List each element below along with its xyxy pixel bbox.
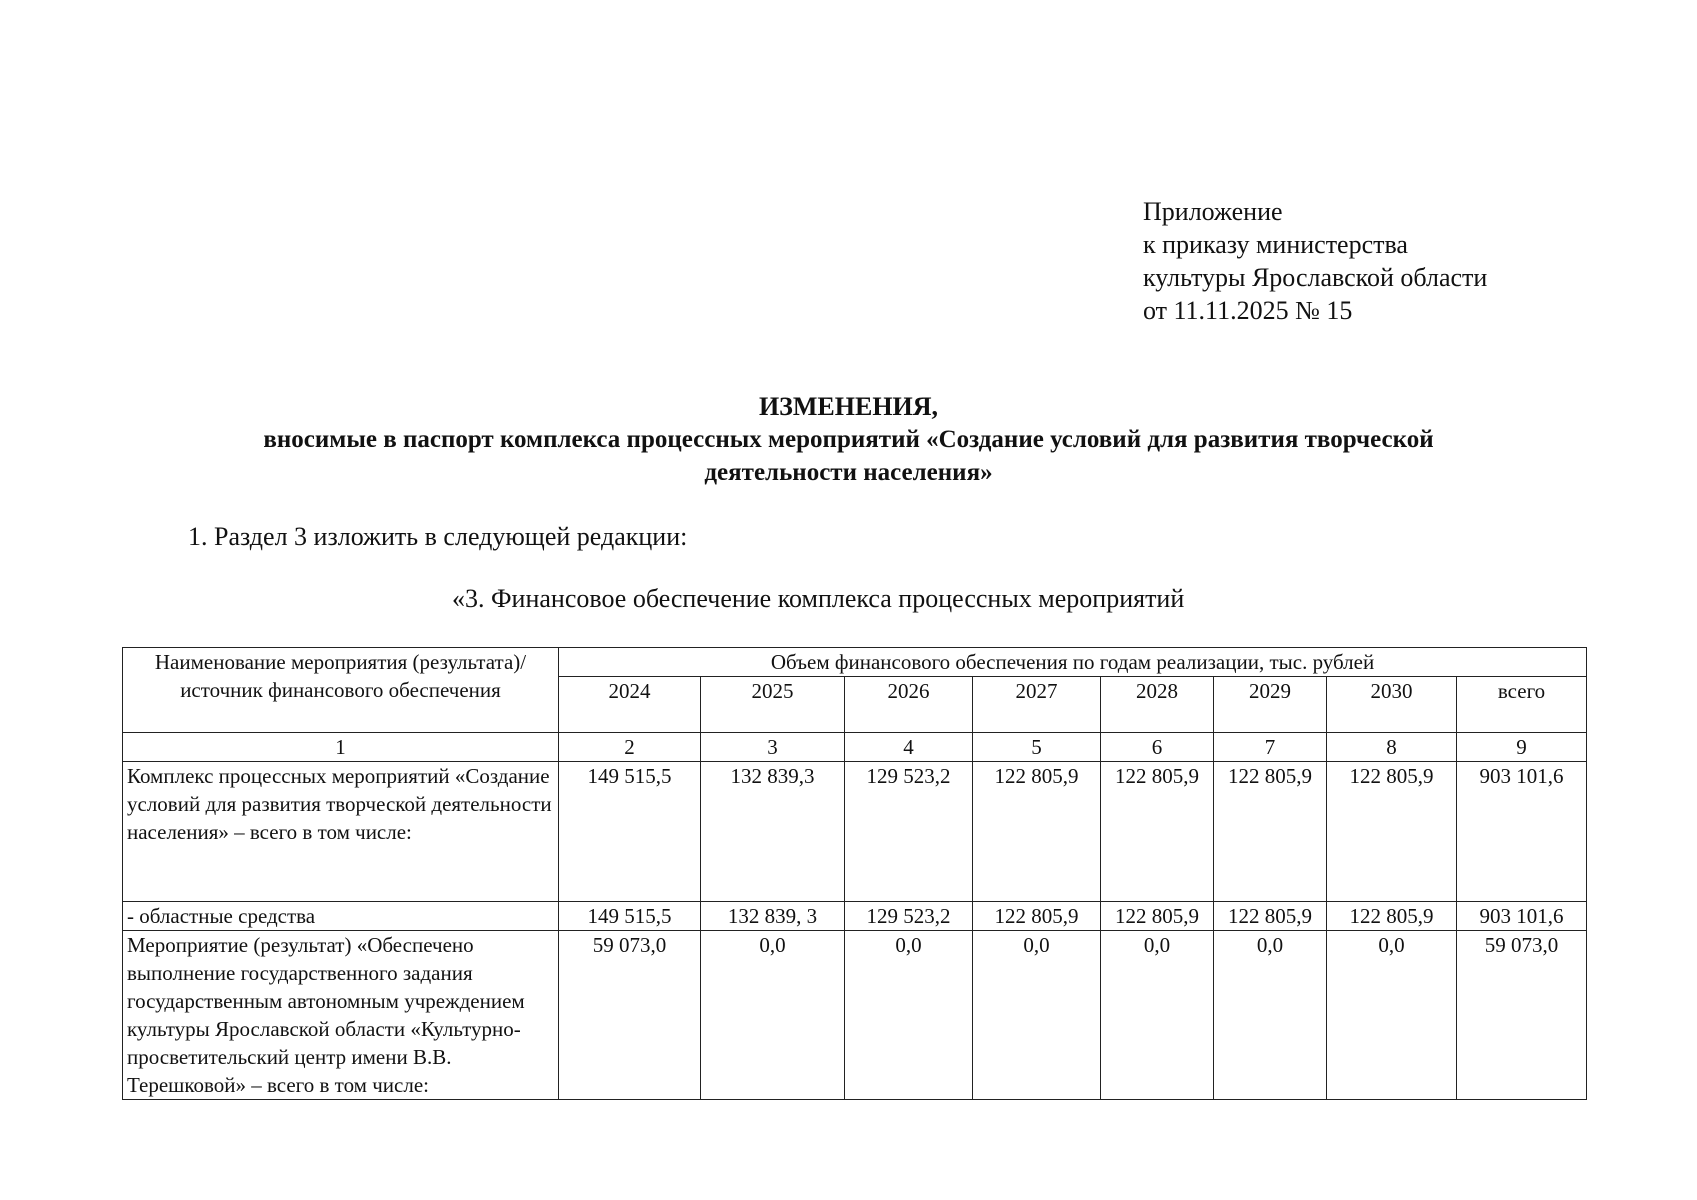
- value-cell: 122 805,9: [973, 902, 1101, 931]
- value-cell: 0,0: [1214, 931, 1327, 1100]
- title-line-2: деятельности населения»: [704, 459, 993, 486]
- value-cell: 903 101,6: [1457, 902, 1587, 931]
- appendix-block: [1143, 195, 1487, 327]
- header-year-cell: 2027: [973, 677, 1101, 733]
- row-name-cell: Комплекс процессных мероприятий «Создание условий для развития творческой деятельности населения» – всего в том числе:: [123, 762, 559, 902]
- value-cell: 903 101,6: [1457, 762, 1587, 902]
- table-row: [123, 931, 1587, 1100]
- index-cell: 2: [559, 733, 701, 762]
- row-name-cell: Мероприятие (результат) «Обеспечено выполнение государственного задания государственным автономным учреждением культуры Ярославской области «Культурно-просветительский центр имени В.В. Терешковой» – всего в том числе:: [123, 931, 559, 1100]
- value-cell: 122 805,9: [973, 762, 1101, 902]
- header-year-cell: 2026: [845, 677, 973, 733]
- value-cell: 122 805,9: [1327, 762, 1457, 902]
- header-year-cell: 2028: [1101, 677, 1214, 733]
- header-name-cell: Наименование мероприятия (результата)/ источник финансового обеспечения: [123, 648, 559, 733]
- value-cell: 122 805,9: [1101, 902, 1214, 931]
- index-cell: 7: [1214, 733, 1327, 762]
- value-cell: 149 515,5: [559, 762, 701, 902]
- row-name-cell: - областные средства: [123, 902, 559, 931]
- header-volume-cell: Объем финансового обеспечения по годам реализации, тыс. рублей: [559, 648, 1587, 677]
- index-row: [123, 733, 1587, 762]
- section-title: «3. Финансовое обеспечение комплекса процессных мероприятий: [452, 584, 1185, 613]
- index-cell: 5: [973, 733, 1101, 762]
- value-cell: 59 073,0: [559, 931, 701, 1100]
- value-cell: 129 523,2: [845, 902, 973, 931]
- value-cell: 129 523,2: [845, 762, 973, 902]
- index-cell: 9: [1457, 733, 1587, 762]
- index-cell: 4: [845, 733, 973, 762]
- value-cell: 132 839, 3: [701, 902, 845, 931]
- index-cell: 3: [701, 733, 845, 762]
- value-cell: 0,0: [1327, 931, 1457, 1100]
- appendix-line: культуры Ярославской области: [1143, 263, 1488, 292]
- title-heading: ИЗМЕНЕНИЯ,: [758, 392, 939, 421]
- financing-table: [122, 647, 1587, 1100]
- index-cell: 1: [123, 733, 559, 762]
- table-row: [123, 902, 1587, 931]
- value-cell: 132 839,3: [701, 762, 845, 902]
- header-year-cell: 2029: [1214, 677, 1327, 733]
- value-cell: 0,0: [973, 931, 1101, 1100]
- value-cell: 59 073,0: [1457, 931, 1587, 1100]
- header-total-cell: всего: [1457, 677, 1587, 733]
- value-cell: 0,0: [845, 931, 973, 1100]
- value-cell: 122 805,9: [1214, 902, 1327, 931]
- title-line-1: вносимые в паспорт комплекса процессных мероприятий «Создание условий для развития творческой: [263, 426, 1434, 453]
- point-text: 1. Раздел 3 изложить в следующей редакции:: [188, 522, 688, 551]
- header-year-cell: 2025: [701, 677, 845, 733]
- value-cell: 122 805,9: [1214, 762, 1327, 902]
- table-row: [123, 762, 1587, 902]
- appendix-line: к приказу министерства: [1143, 230, 1408, 259]
- appendix-line: Приложение: [1143, 197, 1283, 226]
- header-year-cell: 2024: [559, 677, 701, 733]
- value-cell: 149 515,5: [559, 902, 701, 931]
- value-cell: 0,0: [701, 931, 845, 1100]
- value-cell: 122 805,9: [1327, 902, 1457, 931]
- header-year-cell: 2030: [1327, 677, 1457, 733]
- index-cell: 8: [1327, 733, 1457, 762]
- appendix-line: от 11.11.2025 № 15: [1143, 296, 1353, 325]
- document-title: [150, 390, 1547, 489]
- value-cell: 122 805,9: [1101, 762, 1214, 902]
- index-cell: 6: [1101, 733, 1214, 762]
- value-cell: 0,0: [1101, 931, 1214, 1100]
